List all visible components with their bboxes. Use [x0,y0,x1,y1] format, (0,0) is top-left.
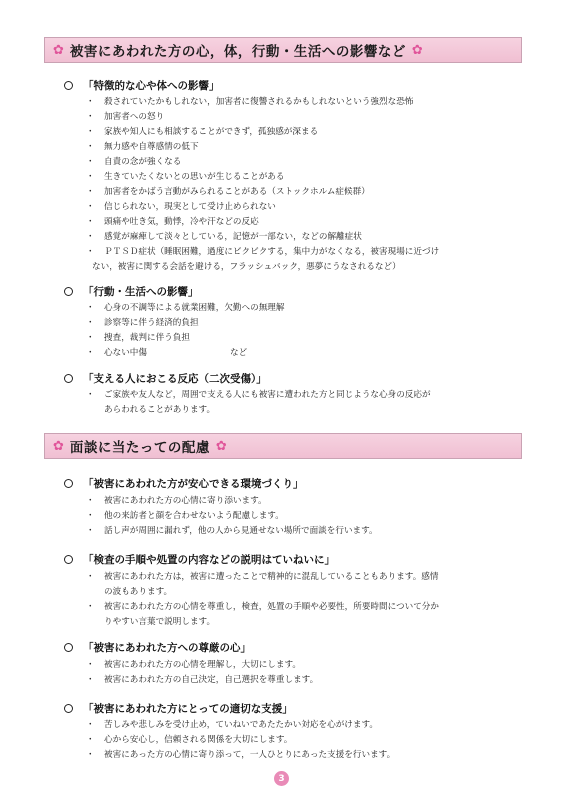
bullet-icon: ・ [86,526,95,536]
list-mind-body [84,95,504,275]
list-item: ・ 自責の念が強くなる [84,155,504,170]
bullet-icon: ・ [86,750,95,760]
circle-bullet-icon [64,704,73,713]
subheading-text: 「特徴的な心や体への影響」 [83,80,220,92]
section-title: 被害にあわれた方の心，体，行動・生活への影響など [69,44,406,60]
list-item: ・ 被害にあわれた方の心情に寄り添います。 [84,494,504,509]
list-item: ・ 頭痛や吐き気，動悸，冷や汗などの反応 [84,215,504,230]
list-item: ・ 被害にあった方の心情に寄り添って，一人ひとりにあった支援を行います。 [84,748,504,763]
list-item: ・ 心から安心し，信頼される関係を大切にします。 [84,733,504,748]
subheading-behavior [64,284,199,299]
bullet-icon: ・ [86,187,95,197]
list-item: ・ 話し声が周囲に漏れず，他の人から見通せない場所で面談を行います。 [84,524,504,539]
list-item: ・ 心身の不調等による就業困難，欠勤への無理解 [84,301,504,316]
bullet-icon: ・ [86,142,95,152]
list-item: ・ 被害にあわれた方は，被害に遭ったことで精神的に混乱していることもあります。感情 [84,570,504,585]
bullet-icon: ・ [86,97,95,107]
list-item: ・ ＰＴＳＤ症状（睡眠困難，過度にビクビクする，集中力がなくなる，被害現場に近づけ [84,245,504,260]
section-title: 面談に当たっての配慮 [69,440,210,456]
bullet-icon: ・ [86,217,95,227]
circle-bullet-icon [64,555,73,564]
subheading-safe-environment [64,476,304,491]
bullet-icon: ・ [86,675,95,685]
bullet-icon: ・ [86,390,95,400]
list-safe-environment [84,494,504,539]
bullet-icon: ・ [86,157,95,167]
circle-bullet-icon [64,287,73,296]
subheading-mind-body [64,78,220,93]
list-item: ・ 加害者への怒り [84,110,504,125]
bullet-icon: ・ [86,735,95,745]
subheading-text: 「検査の手順や処置の内容などの説明はていねいに」 [83,554,335,566]
circle-bullet-icon [64,81,73,90]
bullet-icon: ・ [86,602,95,612]
list-item: ・ 心ない中傷 など [84,346,504,361]
circle-bullet-icon [64,479,73,488]
list-item: ・ 無力感や自尊感情の低下 [84,140,504,155]
subheading-text: 「被害にあわれた方にとっての適切な支援」 [83,703,293,715]
subheading-support [64,701,293,716]
list-behavior [84,301,504,361]
list-explanation [84,570,504,630]
subheading-secondary-trauma [64,371,267,386]
bullet-icon: ・ [86,127,95,137]
list-item: ・ 加害者をかばう言動がみられることがある（ストックホルム症候群） [84,185,504,200]
subheading-text: 「被害にあわれた方への尊厳の心」 [83,642,251,654]
section-banner-consideration [44,433,522,459]
flower-icon: ✿ [215,438,227,454]
list-secondary-trauma [84,388,504,418]
subheading-text: 「被害にあわれた方が安心できる環境づくり」 [83,478,304,490]
list-item: ・ 被害にあわれた方の心情を理解し，大切にします。 [84,658,504,673]
list-item: ・ 診察等に伴う経済的負担 [84,316,504,331]
list-item: ・ 感覚が麻痺して淡々としている，記憶が一部ない，などの解離症状 [84,230,504,245]
bullet-icon: ・ [86,112,95,122]
list-support [84,718,504,763]
section-banner-effects [44,37,522,63]
list-item: ・ 被害にあわれた方の自己決定，自己選択を尊重します。 [84,673,504,688]
subheading-text: 「行動・生活への影響」 [83,286,199,298]
list-item: ・ 捜査，裁判に伴う負担 [84,331,504,346]
list-item: ・ 被害にあわれた方の心情を尊重し，検査，処置の手順や必要性，所要時間について分か [84,600,504,615]
bullet-icon: ・ [86,318,95,328]
list-item-suffix: など [230,348,248,358]
subheading-dignity [64,640,251,655]
bullet-icon: ・ [86,660,95,670]
bullet-icon: ・ [86,303,95,313]
list-item-continuation: あらわれることがあります。 [104,405,216,415]
list-dignity [84,658,504,688]
bullet-icon: ・ [86,572,95,582]
list-item: ・ ご家族や友人など，周囲で支える人にも被害に遭われた方と同じような心身の反応が [84,388,504,403]
subheading-explanation [64,552,335,567]
bullet-icon: ・ [86,232,95,242]
bullet-icon: ・ [86,496,95,506]
circle-bullet-icon [64,643,73,652]
circle-bullet-icon [64,374,73,383]
list-item-continuation: りやすい言葉で説明します。 [104,617,216,627]
flower-icon: ✿ [53,438,64,454]
list-item: ・ 他の来訪者と顔を合わせないよう配慮します。 [84,509,504,524]
flower-icon: ✿ [53,42,64,58]
list-item: ・ 生きていたくないとの思いが生じることがある [84,170,504,185]
bullet-icon: ・ [86,348,95,358]
flower-icon: ✿ [411,42,423,58]
list-item: ・ 殺されていたかもしれない，加害者に復讐されるかもしれないという強烈な恐怖 [84,95,504,110]
list-item-continuation: の波もあります。 [104,587,173,597]
bullet-icon: ・ [86,720,95,730]
bullet-icon: ・ [86,202,95,212]
bullet-icon: ・ [86,333,95,343]
list-item: ・ 信じられない，現実として受け止められない [84,200,504,215]
list-item: ・ 家族や知人にも相談することができず，孤独感が深まる [84,125,504,140]
list-item-continuation: ない，被害に関する会話を避ける，フラッシュバック，悪夢にうなされるなど） [92,262,401,272]
bullet-icon: ・ [86,172,95,182]
subheading-text: 「支える人におこる反応（二次受傷）」 [83,373,267,385]
page-number: 3 [274,771,289,786]
list-item: ・ 苦しみや悲しみを受け止め，ていねいであたたかい対応を心がけます。 [84,718,504,733]
bullet-icon: ・ [86,511,95,521]
bullet-icon: ・ [86,247,95,257]
